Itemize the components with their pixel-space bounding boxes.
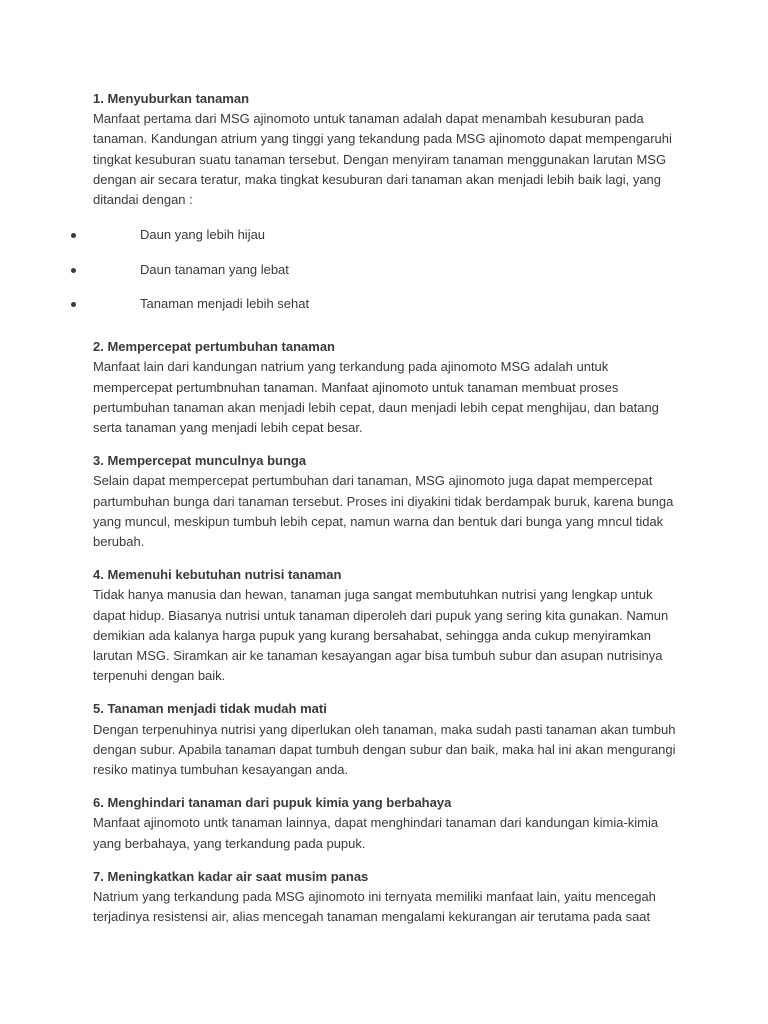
paragraph-line: berubah.	[93, 533, 145, 549]
paragraph-line: dengan air secara teratur, maka tingkat kesuburan dari tanaman akan menjadi lebih baik lagi, yang	[93, 171, 662, 187]
bullet-icon	[71, 268, 76, 273]
section-heading: 1. Menyuburkan tanaman	[93, 91, 250, 106]
section-4	[93, 565, 683, 686]
section-1	[93, 89, 683, 328]
paragraph-line: pertumbuhan tanaman akan menjadi lebih cepat, daun menjadi lebih cepat menghijau, dan batang	[93, 399, 659, 415]
section-7	[93, 867, 683, 928]
section-heading: 7. Meningkatkan kadar air saat musim panas	[93, 868, 369, 884]
paragraph-line: tingkat kesuburan suatu tanaman tersebut. Dengan menyiram tanaman menggunakan larutan MSG	[93, 151, 667, 167]
paragraph-line: yang berbahaya, yang terkandung pada pupuk.	[93, 835, 366, 851]
paragraph-line: demikian ada kalanya harga pupuk yang kurang bersahabat, sehingga anda cukup menyiramkan	[93, 627, 651, 643]
bullet-text: Daun yang lebih hijau	[140, 227, 266, 243]
paragraph-line: terpenuhi dengan baik.	[93, 668, 226, 684]
paragraph-line: dapat hidup. Biasanya nutrisi untuk tanaman diperoleh dari pupuk yang sering kita gunakan. Namun	[93, 607, 669, 623]
section-heading: 6. Menghindari tanaman dari pupuk kimia yang berbahaya	[93, 795, 452, 811]
paragraph-line: resiko matinya tumbuhan kesayangan anda.	[93, 761, 349, 777]
list-item	[93, 225, 683, 259]
bullet-text: Daun tanaman yang lebat	[140, 261, 289, 277]
paragraph-line: terjadinya resistensi air, alias mencegah tanaman mengalami kekurangan air terutama pada saat	[93, 909, 651, 925]
bullet-icon	[71, 233, 76, 238]
section-heading: 5. Tanaman menjadi tidak mudah mati	[93, 701, 327, 717]
paragraph-line: Manfaat ajinomoto untk tanaman lainnya, dapat menghindari tanaman dari kandungan kimia-kimia	[93, 815, 659, 831]
paragraph-line: Tidak hanya manusia dan hewan, tanaman juga sangat membutuhkan nutrisi yang lengkap untuk	[93, 587, 653, 603]
paragraph-line: serta tanaman yang menjadi lebih cepat besar.	[93, 419, 363, 435]
section-2	[93, 337, 683, 438]
bullet-text: Tanaman menjadi lebih sehat	[140, 295, 310, 311]
paragraph-line: partumbuhan bunga dari tanaman tersebut. Proses ini diyakini tidak berdampak buruk, karena bunga	[93, 493, 674, 509]
paragraph-line: mempercepat pertumbnuhan tanaman. Manfaat ajinomoto untuk tanaman membuat proses	[93, 379, 619, 395]
document-body	[93, 89, 683, 940]
paragraph-line: Manfaat lain dari kandungan natrium yang terkandung pada ajinomoto MSG adalah untuk	[93, 359, 609, 375]
section-6	[93, 793, 683, 854]
section-3	[93, 451, 683, 552]
paragraph-line: Manfaat pertama dari MSG ajinomoto untuk tanaman adalah dapat menambah kesuburan pada	[93, 111, 644, 127]
section-heading: 4. Memenuhi kebutuhan nutrisi tanaman	[93, 567, 342, 583]
section-heading: 3. Mempercepat munculnya bunga	[93, 453, 307, 469]
bullet-list	[93, 225, 683, 328]
paragraph-line: yang muncul, meskipun tumbuh lebih cepat, namun warna dan bentuk dari bunga yang mncul tidak	[93, 513, 664, 529]
paragraph-line: ditandai dengan :	[93, 192, 193, 208]
bullet-icon	[71, 302, 76, 307]
paragraph-line: Natrium yang terkandung pada MSG ajinomoto ini ternyata memiliki manfaat lain, yaitu mencegah	[93, 888, 656, 904]
paragraph-line: Selain dapat mempercepat pertumbuhan dari tanaman, MSG ajinomoto juga dapat mempercepat	[93, 473, 653, 489]
section-5	[93, 699, 683, 780]
list-item	[93, 294, 683, 328]
list-item	[93, 260, 683, 294]
section-heading: 2. Mempercepat pertumbuhan tanaman	[93, 339, 335, 355]
paragraph-line: Dengan terpenuhinya nutrisi yang diperlukan oleh tanaman, maka sudah pasti tanaman akan tumbuh	[93, 721, 676, 737]
paragraph-line: larutan MSG. Siramkan air ke tanaman kesayangan agar bisa tumbuh subur dan asupan nutrisinya	[93, 647, 663, 663]
paragraph-line: tanaman. Kandungan atrium yang tinggi yang tekandung pada MSG ajinomoto dapat mempengaruhi	[93, 131, 672, 147]
paragraph-line: dengan subur. Apabila tanaman dapat tumbuh dengan subur dan baik, maka hal ini akan mengurangi	[93, 741, 676, 757]
